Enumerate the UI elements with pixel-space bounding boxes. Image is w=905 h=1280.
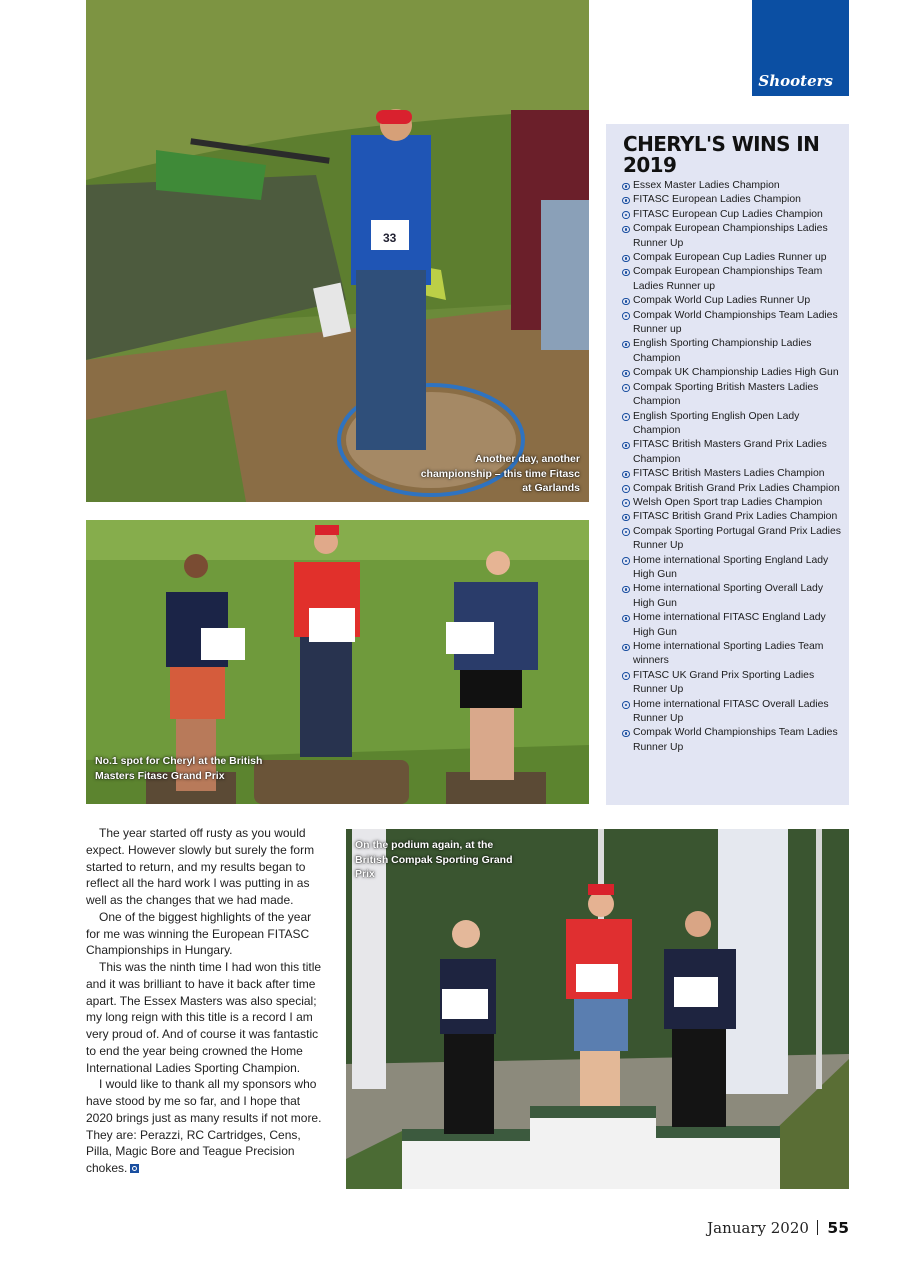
wins-list-item	[622, 698, 844, 727]
page-footer	[707, 1219, 849, 1238]
section-tag-label: Shooters	[758, 72, 833, 90]
wins-list-item-label: FITASC British Masters Grand Prix Ladies Champion	[633, 439, 827, 465]
target-bullet-icon	[622, 370, 630, 378]
caption-middle-photo: No.1 spot for Cheryl at the British Masters Fitasc Grand Prix	[95, 755, 263, 782]
wins-list-item-label: Home international Sporting England Lady High Gun	[633, 554, 829, 580]
wins-list-item-label: FITASC UK Grand Prix Sporting Ladies Runner Up	[633, 669, 815, 696]
wins-list-item-label: Compak European Championships Ladies Runner Up	[633, 223, 828, 249]
wins-box-title: CHERYL'S WINS IN 2019	[623, 132, 820, 177]
caption-top-photo: Another day, another championship – this time Fitasc at Garlands	[420, 453, 580, 494]
section-tag	[752, 0, 849, 96]
issue-date: January 2020	[707, 1219, 809, 1237]
wins-list-item-label: English Sporting English Open Lady Champion	[633, 410, 800, 436]
wins-list-item	[622, 381, 844, 410]
wins-sidebar-box	[606, 124, 849, 805]
wins-list-item	[622, 410, 844, 439]
wins-list-item	[622, 294, 844, 308]
target-bullet-icon	[622, 197, 630, 205]
target-bullet-icon	[622, 615, 630, 623]
wins-list-item	[622, 208, 844, 222]
article-paragraph: The year started off rusty as you would expect. However slowly but surely the form started to return, and my results began to reflect all the hard work I was putting in as well as the changes that we had made.	[86, 826, 315, 907]
wins-list-item	[622, 309, 844, 338]
target-bullet-icon	[622, 269, 630, 277]
wins-list-item	[622, 554, 844, 583]
article-paragraph: This was the ninth time I had won this title and it was brilliant to have it back after time apart. The Essex Masters was also special; my long reign with this title is a record I am very proud of. And of course it was fantastic to end the year being crowned the Home International Ladies Sporting Champion.	[86, 960, 322, 1075]
target-bullet-icon	[622, 644, 630, 652]
target-bullet-icon	[622, 442, 630, 450]
wins-list-item	[622, 669, 844, 698]
wins-list-item	[622, 193, 844, 207]
article-body	[86, 825, 327, 1177]
wins-list-item-label: Compak European Championships Team Ladies Runner up	[633, 266, 823, 292]
target-bullet-icon	[622, 586, 630, 594]
wins-list-item	[622, 482, 844, 496]
target-bullet-icon	[622, 485, 630, 493]
wins-list-item	[622, 179, 844, 193]
target-bullet-icon	[622, 514, 630, 522]
target-bullet-icon	[622, 701, 630, 709]
wins-list-item	[622, 337, 844, 366]
wins-list-item	[622, 251, 844, 265]
target-bullet-icon	[622, 528, 630, 536]
wins-list-item-label: Compak European Cup Ladies Runner up	[633, 252, 827, 264]
wins-list-item-label: FITASC European Ladies Champion	[633, 194, 801, 206]
wins-list-item-label: Home international FITASC England Lady High Gun	[633, 612, 826, 638]
photo-compak-podium	[346, 829, 849, 1189]
wins-list-item-label: Welsh Open Sport trap Ladies Champion	[633, 496, 823, 508]
wins-list-item-label: Compak Sporting Portugal Grand Prix Ladies Runner Up	[633, 525, 841, 552]
wins-list-item-label: Essex Master Ladies Champion	[633, 180, 780, 191]
wins-list-item-label: Compak World Championships Team Ladies Runner Up	[633, 727, 838, 753]
wins-list	[622, 179, 844, 755]
target-bullet-icon	[622, 499, 630, 507]
bib-number: 33	[383, 231, 397, 245]
wins-list-item-label: Compak Sporting British Masters Ladies Champion	[633, 381, 819, 408]
wins-list-item-label: Home international Sporting Ladies Team winners	[633, 641, 824, 667]
wins-list-item	[622, 467, 844, 481]
article-paragraph-last	[86, 1076, 327, 1177]
target-bullet-icon	[622, 557, 630, 565]
wins-list-item-label: Compak UK Championship Ladies High Gun	[633, 367, 839, 379]
wins-list-item	[622, 222, 844, 251]
target-bullet-icon	[622, 341, 630, 349]
wins-list-item-label: Home international FITASC Overall Ladies Runner Up	[633, 698, 829, 725]
end-mark-icon	[130, 1164, 139, 1173]
target-bullet-icon	[622, 226, 630, 234]
wins-list-item-label: Home international Sporting Overall Lady High Gun	[633, 583, 824, 609]
wins-list-item	[622, 510, 844, 524]
wins-list-item	[622, 582, 844, 611]
wins-list-item	[622, 726, 844, 755]
target-bullet-icon	[622, 298, 630, 306]
target-bullet-icon	[622, 413, 630, 421]
wins-list-item-label: Compak World Cup Ladies Runner Up	[633, 295, 811, 307]
wins-list-item	[622, 496, 844, 510]
target-bullet-icon	[622, 471, 630, 479]
target-bullet-icon	[622, 183, 630, 191]
wins-list-item	[622, 366, 844, 380]
footer-divider	[817, 1220, 819, 1235]
wins-list-item-label: English Sporting Championship Ladies Champion	[633, 338, 812, 364]
wins-list-item-label: Compak World Championships Team Ladies Runner up	[633, 309, 838, 336]
target-bullet-icon	[622, 255, 630, 263]
article-paragraph: One of the biggest highlights of the year for me was winning the European FITASC Championships in Hungary.	[86, 909, 312, 958]
wins-list-item-label: FITASC British Masters Ladies Champion	[633, 468, 825, 480]
wins-list-item-label: Compak British Grand Prix Ladies Champion	[633, 482, 840, 494]
wins-list-item	[622, 438, 844, 467]
photo-shooter-garlands	[86, 0, 589, 502]
target-bullet-icon	[622, 672, 630, 680]
article-paragraph-text: I would like to thank all my sponsors who have stood by me so far, and I hope that 2020 brings just as many results if not more. They are: Perazzi, RC Cartridges, Cens, Pilla, Magic Bore and Teague Precision chokes.	[86, 1077, 322, 1175]
wins-list-item	[622, 611, 844, 640]
target-bullet-icon	[622, 384, 630, 392]
wins-list-item	[622, 265, 844, 294]
target-bullet-icon	[622, 211, 630, 219]
target-bullet-icon	[622, 730, 630, 738]
page-number: 55	[827, 1219, 849, 1237]
wins-list-item-label: FITASC European Cup Ladies Champion	[633, 208, 823, 220]
caption-bottom-photo: On the podium again, at the British Compak Sporting Grand Prix	[355, 839, 513, 880]
wins-list-item	[622, 525, 844, 554]
wins-list-item	[622, 640, 844, 669]
wins-list-item-label: FITASC British Grand Prix Ladies Champion	[633, 511, 838, 523]
target-bullet-icon	[622, 312, 630, 320]
